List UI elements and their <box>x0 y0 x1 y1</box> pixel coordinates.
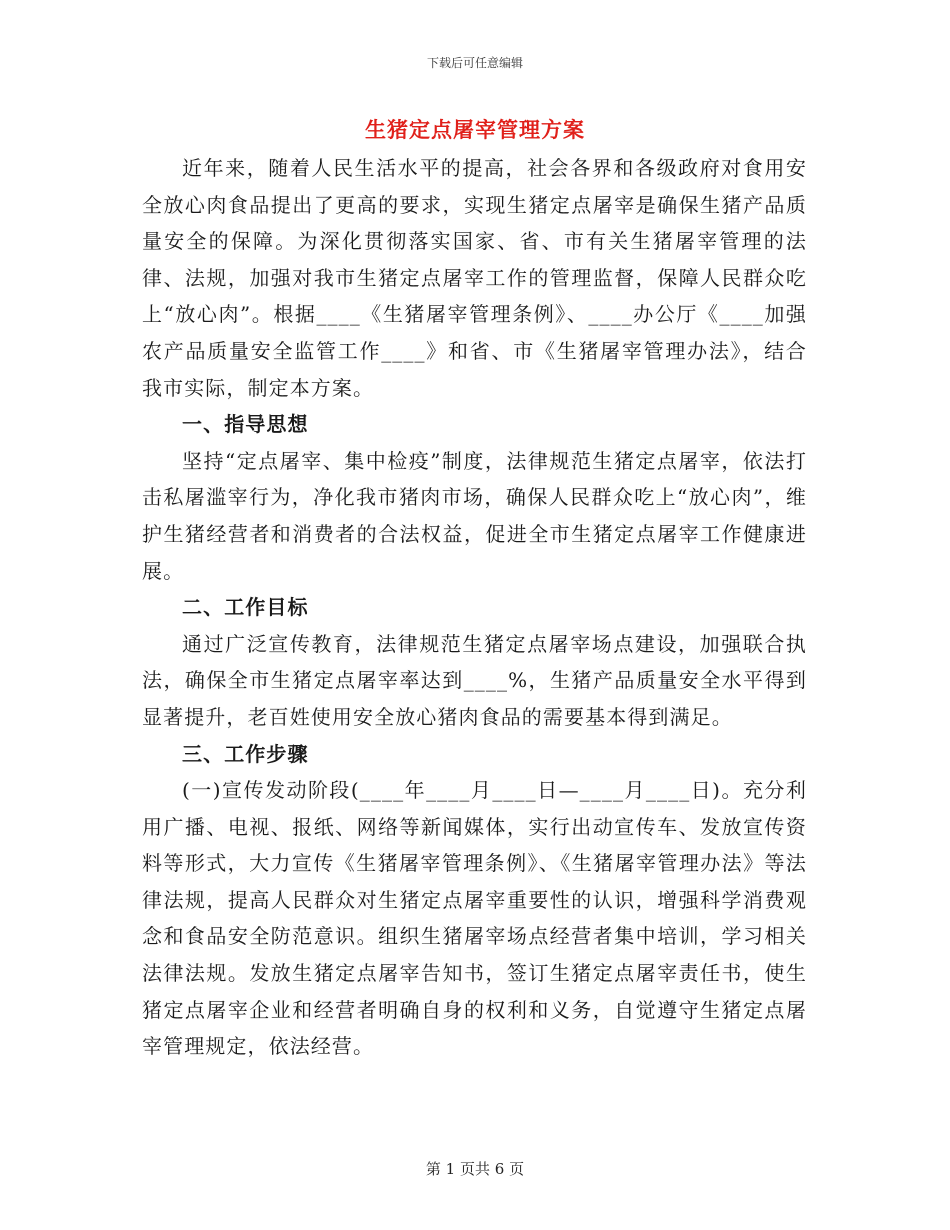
page-header-note: 下载后可任意编辑 <box>426 56 523 70</box>
document-title: 生猪定点屠宰管理方案 <box>365 117 585 142</box>
section-paragraph: 通过广泛宣传教育，法律规范生猪定点屠宰场点建设，加强联合执法，确保全市生猪定点屠宰率达到____%，生猪产品质量安全水平得到显著提升，老百姓使用安全放心猪肉食品的需要基本得到满足。 <box>142 631 807 729</box>
section-paragraph: 坚持“定点屠宰、集中检疫”制度，法律规范生猪定点屠宰，依法打击私屠滥宰行为，净化我市猪肉市场，确保人民群众吃上“放心肉”，维护生猪经营者和消费者的合法权益，促进全市生猪定点屠宰工作健康进展。 <box>142 448 807 583</box>
intro-paragraph: 近年来，随着人民生活水平的提高，社会各界和各级政府对食用安全放心肉食品提出了更高的要求，实现生猪定点屠宰是确保生猪产品质量安全的保障。为深化贯彻落实国家、省、市有关生猪屠宰管理的法律、法规，加强对我市生猪定点屠宰工作的管理监督，保障人民群众吃上“放心肉”。根据____《生猪屠宰管理条例》、____办公厅《____加强农产品质量安全监管工作____》和省、市《生猪屠宰管理办法》，结合我市实际，制定本方案。 <box>142 156 807 400</box>
page-number: 第 1 页共 6 页 <box>425 1160 525 1178</box>
section-paragraph: (一)宣传发动阶段(____年____月____日—____月____日)。充分利用广播、电视、报纸、网络等新闻媒体，实行出动宣传车、发放宣传资料等形式，大力宣传《生猪屠宰管理条例》、《生猪屠宰管理办法》等法律法规，提高人民群众对生猪定点屠宰重要性的认识，增强科学消费观念和食品安全防范意识。组织生猪屠宰场点经营者集中培训，学习相关法律法规。发放生猪定点屠宰告知书，签订生猪定点屠宰责任书，使生猪定点屠宰企业和经营者明确自身的权利和义务，自觉遵守生猪定点屠宰管理规定，依法经营。 <box>142 778 807 1059</box>
section-heading: 一、指导思想 <box>182 412 309 437</box>
section-heading: 三、工作步骤 <box>182 741 309 766</box>
document-body <box>142 150 807 1065</box>
section-heading: 二、工作目标 <box>182 595 309 620</box>
